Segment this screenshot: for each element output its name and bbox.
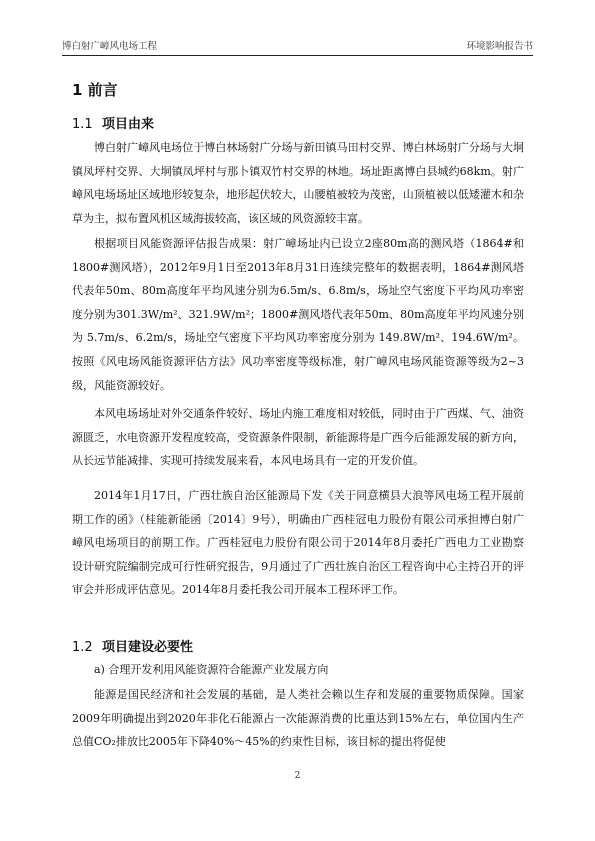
paragraph-project-location: 博白射广嶂风电场位于博白林场射广分场与新田镇马田村交界、博白林场射广分场与大垌镇凤坪村交界、大垌镇凤坪村与那卜镇双竹村交界的林地。场址距离博白县城约68km。射广嶂风电场场址区域地形较复杂，地形起伏较大，山腰植被较为茂密，山顶植被以低矮灌木和杂草为主，拟布置风机区域海拔较高，该区域的风资源较丰富。 <box>72 141 524 225</box>
paragraph-wind-resource: 根据项目风能资源评估报告成果：射广嶂场址内已设立2座80m高的测风塔（1864#和1800#测风塔），2012年9月1日至2013年8月31日连续完整年的数据表明，1864#测风塔代表年50m、80m高度年平均风速分别为6.5m/s、6.8m/s，场址空气密度下平均风功率密度分别为301.3W/m²、321.9W/m²；1800#测风塔代表年50m、80m高度年平均风速分别为 5.7m/s、6.2m/s，场址空气密度下平均风功率密度分别为 149.8W/m²、194.6W/m²。按照《风电场风能资源评估方法》风功率密度等级标准，射广嶂风电场风能资源等级为2~3级，风能资源较好。 <box>72 237 524 392</box>
subsection-heading-1-1 <box>72 113 154 132</box>
list-item-a: a) 合理开发利用风能资源符合能源产业发展方向 <box>94 663 329 676</box>
header-report-name: 环境影响报告书 <box>466 41 533 52</box>
page-header <box>62 38 533 54</box>
subsection-number: 1.1 <box>72 117 93 132</box>
paragraph-energy-importance: 能源是国民经济和社会发展的基础，是人类社会赖以生存和发展的重要物质保障。国家2009年明确提出到2020年非化石能源占一次能源消费的比重达到15%左右，单位国内生产总值CO₂排放比2005年下降40%～45%的约束性目标，该目标的提出将促使 <box>72 688 524 749</box>
paragraph-project-history: 2014年1月17日，广西壮族自治区能源局下发《关于同意横县大浪等风电场工程开展前期工作的函》（桂能新能函〔2014〕9号），明确由广西桂冠电力股份有限公司承担博白射广嶂风电场项目的前期工作。广西桂冠电力股份有限公司于2014年8月委托广西电力工业勘察设计研究院编制完成可行性研究报告，9月通过了广西壮族自治区工程咨询中心主持召开的评审会并形成评估意见。2014年8月委托我公司开展本工程环评工作。 <box>72 489 524 597</box>
subsection-number: 1.2 <box>72 640 93 655</box>
subsection-title: 项目建设必要性 <box>102 640 194 655</box>
paragraph-development-value: 本风电场场址对外交通条件较好、场址内施工难度相对较低，同时由于广西煤、气、油资源匮乏，水电资源开发程度较高，受资源条件限制，新能源将是广西今后能源发展的新方向，从长远节能减排、实现可持续发展来看，本风电场具有一定的开发价值。 <box>72 407 524 468</box>
section-title: 1 前言 <box>72 81 118 99</box>
page-number: 2 <box>294 771 301 781</box>
subsection-heading-1-2 <box>72 636 193 655</box>
header-rule <box>62 55 533 56</box>
subsection-title: 项目由来 <box>102 117 155 132</box>
header-project-name: 博白射广嶂风电场工程 <box>62 41 158 52</box>
